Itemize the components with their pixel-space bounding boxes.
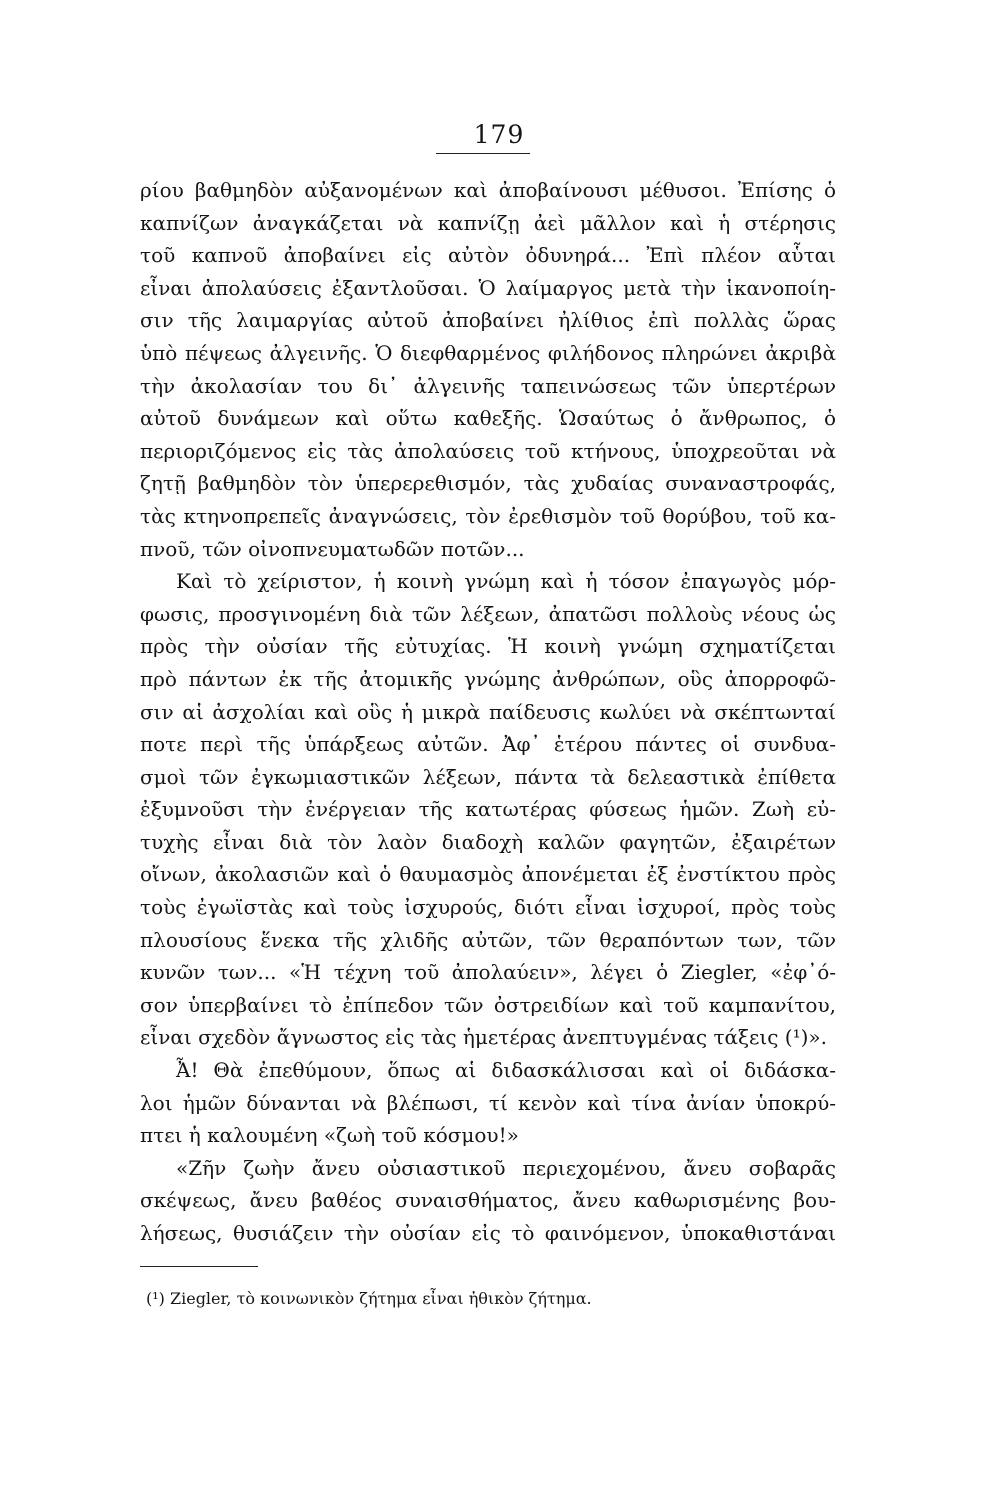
- text-line: σμοὶ τῶν ἐγκωμιαστικῶν λέξεων, πάντα τὰ δελεαστικὰ ἐπίθετα: [140, 764, 836, 789]
- text-line: φωσις, προσγινομένη διὰ τῶν λέξεων, ἀπατῶσι πολλοὺς νέους ὡς: [140, 601, 836, 626]
- text-line: «Ζῆν ζωὴν ἄνευ οὐσιαστικοῦ περιεχομένου, ἄνευ σοβαρᾶς: [176, 1155, 836, 1180]
- text-line: Ἆ! Θὰ ἐπεθύμουν, ὅπως αἱ διδασκάλισσαι καὶ οἱ διδάσκα-: [176, 1058, 836, 1083]
- footnote-rule: [140, 1266, 258, 1267]
- text-line: τοὺς ἐγωϊστὰς καὶ τοὺς ἰσχυρούς, διότι εἶναι ἰσχυροί, πρὸς τοὺς: [140, 895, 836, 920]
- text-line: τοῦ καπνοῦ ἀποβαίνει εἰς αὐτὸν ὀδυνηρά... Ἐπὶ πλέον αὗται: [140, 243, 836, 268]
- text-line: ζητῇ βαθμηδὸν τὸν ὑπερερεθισμόν, τὰς χυδαίας συναναστροφάς,: [140, 471, 836, 496]
- text-line: οἴνων, ἀκολασιῶν καὶ ὁ θαυμασμὸς ἀπονέμεται ἐξ ἐνστίκτου πρὸς: [140, 862, 836, 887]
- text-line: σον ὑπερβαίνει τὸ ἐπίπεδον τῶν ὀστρειδίων καὶ τοῦ καμπανίτου,: [140, 992, 836, 1017]
- text-line: ὑπὸ πέψεως ἀλγεινῆς. Ὁ διεφθαρμένος φιλήδονος πληρώνει ἀκριβὰ: [140, 340, 836, 365]
- text-line: πνοῦ, τῶν οἰνοπνευματωδῶν ποτῶν...: [140, 536, 525, 561]
- text-line: τὴν ἀκολασίαν του δι᾽ ἀλγεινῆς ταπεινώσεως τῶν ὑπερτέρων: [140, 373, 836, 398]
- text-line: τυχὴς εἶναι διὰ τὸν λαὸν διαδοχὴ καλῶν φαγητῶν, ἐξαιρέτων: [140, 829, 836, 854]
- text-line: τὰς κτηνοπρεπεῖς ἀναγνώσεις, τὸν ἐρεθισμὸν τοῦ θορύβου, τοῦ κα-: [140, 503, 836, 528]
- text-line: πρὸς τὴν οὐσίαν τῆς εὐτυχίας. Ἡ κοινὴ γνώμη σχηματίζεται: [140, 634, 836, 659]
- text-line: αὐτοῦ δυνάμεων καὶ οὕτω καθεξῆς. Ὡσαύτως ὁ ἄνθρωπος, ὁ: [140, 406, 836, 431]
- text-line: λήσεως, θυσιάζειν τὴν οὐσίαν εἰς τὸ φαινόμενον, ὑποκαθιστάναι: [140, 1221, 836, 1245]
- body-text: [140, 174, 836, 1250]
- text-line: περιοριζόμενος εἰς τὰς ἀπολαύσεις τοῦ κτήνους, ὑποχρεοῦται νὰ: [140, 438, 836, 463]
- text-line: πλουσίους ἕνεκα τῆς χλιδῆς αὐτῶν, τῶν θεραπόντων των, τῶν: [140, 927, 836, 952]
- text-line: κυνῶν των... «Ἡ τέχνη τοῦ ἀπολαύειν», λέγει ὁ Ziegler, «ἐφ᾽ό-: [140, 960, 836, 985]
- text-line: πτει ἡ καλουμένη «ζωὴ τοῦ κόσμου!»: [140, 1123, 519, 1148]
- footnote: (¹) Ziegler, τὸ κοινωνικὸν ζήτημα εἶναι ἠθικὸν ζήτημα.: [146, 1289, 592, 1308]
- text-line: ποτε περὶ τῆς ὑπάρξεως αὐτῶν. Ἀφ᾽ ἑτέρου πάντες οἱ συνδυα-: [140, 732, 836, 757]
- text-line: ἐξυμνοῦσι τὴν ἐνέργειαν τῆς κατωτέρας φύσεως ἡμῶν. Ζωὴ εὐ-: [140, 797, 836, 822]
- text-line: καπνίζων ἀναγκάζεται νὰ καπνίζῃ ἀεὶ μᾶλλον καὶ ἡ στέρησις: [140, 210, 836, 235]
- text-line: ρίου βαθμηδὸν αὐξανομένων καὶ ἀποβαίνουσι μέθυσοι. Ἐπίσης ὁ: [140, 178, 836, 202]
- text-line: σκέψεως, ἄνευ βαθέος συναισθήματος, ἄνευ καθωρισμένης βου-: [140, 1188, 836, 1213]
- text-line: Καὶ τὸ χείριστον, ἡ κοινὴ γνώμη καὶ ἡ τόσον ἐπαγωγὸς μόρ-: [176, 569, 836, 594]
- page-number-rule: [436, 153, 530, 154]
- text-line: εἶναι ἀπολαύσεις ἐξαντλοῦσαι. Ὁ λαίμαργος μετὰ τὴν ἱκανοποίη-: [140, 275, 836, 300]
- page-number: 179: [473, 120, 525, 149]
- text-line: λοι ἡμῶν δύνανται νὰ βλέπωσι, τί κενὸν καὶ τίνα ἀνίαν ὑποκρύ-: [140, 1090, 836, 1115]
- text-line: πρὸ πάντων ἐκ τῆς ἀτομικῆς γνώμης ἀνθρώπων, οὓς ἀπορροφῶ-: [140, 666, 836, 691]
- text-line: σιν τῆς λαιμαργίας αὐτοῦ ἀποβαίνει ἠλίθιος ἐπὶ πολλὰς ὥρας: [140, 308, 836, 333]
- text-line: σιν αἱ ἀσχολίαι καὶ οὓς ἡ μικρὰ παίδευσις κωλύει νὰ σκέπτωνταί: [140, 699, 836, 724]
- text-line: εἶναι σχεδὸν ἄγνωστος εἰς τὰς ἡμετέρας ἀνεπτυγμένας τάξεις (¹)».: [140, 1025, 828, 1050]
